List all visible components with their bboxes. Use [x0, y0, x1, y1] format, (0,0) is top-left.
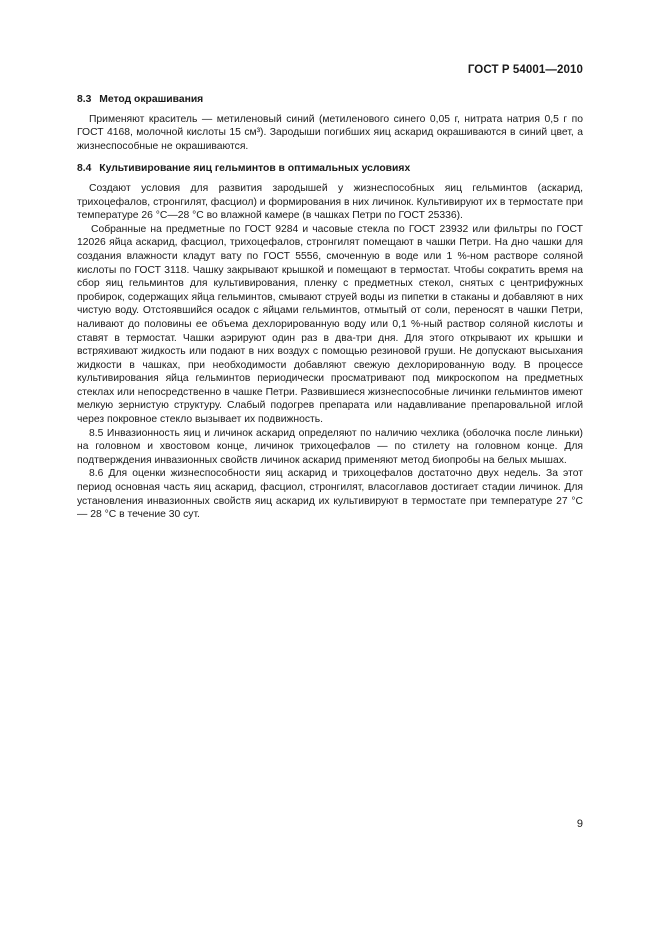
paragraph: Применяют краситель — метиленовый синий (метиленового синего 0,05 г, нитрата натрия 0,5 г по ГОСТ 4168, молочной кислоты 15 см³). Зародыши погибших яиц аскарид окрашиваются в синий цвет, а жизнеспособные не окрашиваются. — [77, 113, 583, 152]
document-body — [77, 93, 583, 531]
section-8-4 — [77, 162, 583, 521]
section-number: 8.4 — [77, 163, 92, 175]
paragraph-8-5: 8.5 Инвазионность яиц и личинок аскарид определяют по наличию чехлика (оболочка после линьки) на головном и хвостовом конце, личинок трихоцефалов — по стилету на головном конце. Для подтверждения инвазионных свойств личинок аскарид применяют метод биопробы на белых мышах. — [77, 427, 583, 466]
document-header: ГОСТ Р 54001—2010 — [467, 64, 583, 76]
section-heading — [77, 162, 583, 176]
section-8-3 — [77, 93, 583, 153]
section-title: Культивирование яиц гельминтов в оптимальных условиях — [99, 163, 411, 175]
paragraph-8-6: 8.6 Для оценки жизнеспособности яиц аскарид и трихоцефалов достаточно двух недель. За этот период основная часть яиц аскарид, фасциол, стронгилят, власоглавов достигает стадии личинок. Для установления инвазионных свойств яиц аскарид их культивируют в термостате при температуре 27 °С — 28 °С в течение 30 сут. — [77, 468, 583, 521]
section-heading — [77, 93, 583, 107]
section-number: 8.3 — [77, 94, 92, 105]
paragraph: Создают условия для развития зародышей у жизнеспособных яиц гельминтов (аскарид, трихоцефалов, стронгилят, фасциол) и формирования в них личинок. Культивируют их в термостате при температуре 26 °С—28 °С во влажной камере (в чашках Петри по ГОСТ 25336). — [77, 182, 583, 222]
page-number: 9 — [576, 818, 583, 830]
paragraph: Собранные на предметные по ГОСТ 9284 и часовые стекла по ГОСТ 23932 или фильтры по ГОСТ 12026 яйца аскарид, фасциол, трихоцефалов, стронгилят помещают в чашки Петри. На дно чашки для создания влажности кладут вату по ГОСТ 5556, смоченную в воде или 1 %-ном растворе соляной кислоты по ГОСТ 3118. Чашку закрывают крышкой и помещают в термостат. Чтобы сократить время на сбор яиц гельминтов для культивирования, пленку с предметных стекол, снятых с центрифужных пробирок, содержащих яйца гельминтов, смывают струей воды из пипетки в стаканы и добавляют в них чистую воду. Отстоявшийся осадок с яйцами гельминтов, отмытый от соли, переносят в чашки Петри, наливают до половины ее объема дехлорированную воду или 0,1 %-ный раствор соляной кислоты и ставят в термостат. Чашки аэрируют один раз в два-три дня. Для этого открывают их крышки и встряхивают жидкость или подают в них воздух с помощью резиновой груши. Не допускают высыхания жидкости в чашках, при необходимости добавляют свежую дехлорированную воду. В процессе культивирования яйца гельминтов периодически просматривают под микроскопом на предметных стеклах или непосредственно в чашке Петри. Развившиеся жизнеспособные личинки гельминтов имеют мелкую зернистую структуру. Слабый подогрев препарата или надавливание препаровальной иглой через покровное стекло вызывает их подвижность. — [77, 223, 583, 426]
section-title: Метод окрашивания — [99, 94, 204, 105]
